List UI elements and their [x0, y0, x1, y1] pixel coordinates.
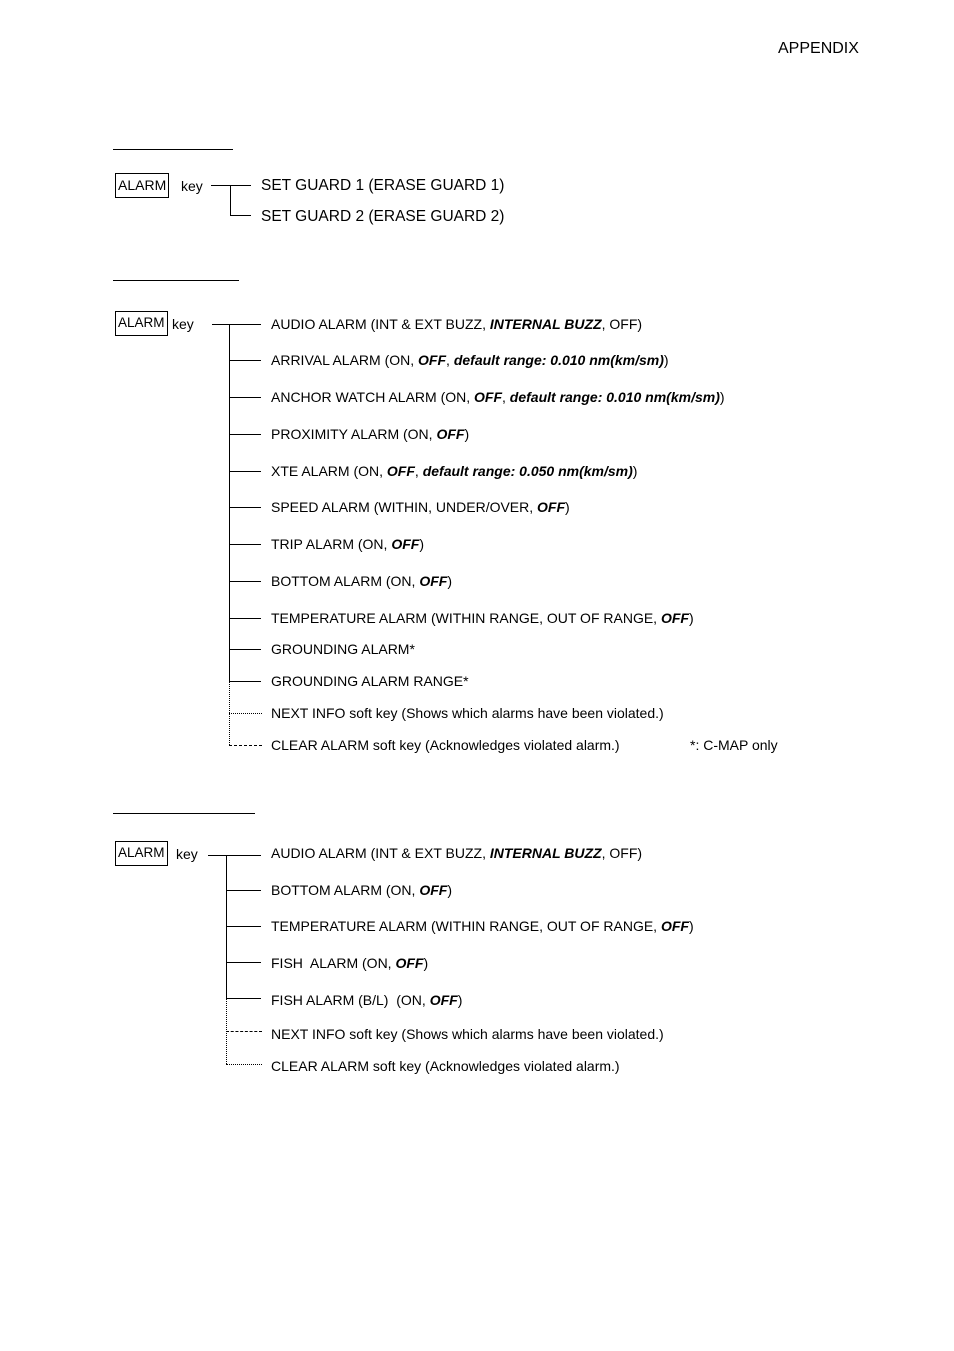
- section2-item: TRIP ALARM (ON, OFF): [271, 536, 424, 552]
- section2-footnote: *: C-MAP only: [690, 737, 778, 753]
- section3-item: TEMPERATURE ALARM (WITHIN RANGE, OUT OF RANGE, OFF): [271, 918, 694, 934]
- section1-alarm-key: ALARM: [115, 173, 169, 198]
- section2-item: XTE ALARM (ON, OFF, default range: 0.050 nm(km/sm)): [271, 463, 638, 479]
- section2-item: ARRIVAL ALARM (ON, OFF, default range: 0.010 nm(km/sm)): [271, 352, 669, 368]
- section1-title-rule: [113, 149, 233, 150]
- section2-alarm-key: ALARM: [115, 311, 168, 336]
- section2-item: BOTTOM ALARM (ON, OFF): [271, 573, 452, 589]
- section2-softkey: NEXT INFO soft key (Shows which alarms have been violated.): [271, 705, 664, 721]
- section2-item: GROUNDING ALARM*: [271, 641, 415, 657]
- section2-branch: [229, 581, 261, 582]
- section2-item: PROXIMITY ALARM (ON, OFF): [271, 426, 470, 442]
- section2-item: ANCHOR WATCH ALARM (ON, OFF, default range: 0.010 nm(km/sm)): [271, 389, 725, 405]
- section3-title-rule: [113, 813, 255, 814]
- section3-branch: [226, 962, 261, 963]
- section3-softkey: NEXT INFO soft key (Shows which alarms have been violated.): [271, 1026, 664, 1042]
- section2-branch: [229, 360, 261, 361]
- section2-branch: [229, 507, 261, 508]
- section1-connector: [211, 185, 251, 186]
- section3-key-label: key: [176, 846, 198, 862]
- section1-trunk: [230, 185, 231, 215]
- section2-connector: [212, 324, 261, 325]
- section2-title-rule: [113, 280, 239, 281]
- section3-connector: [208, 855, 261, 856]
- section3-branch: [226, 926, 261, 927]
- section2-item: SPEED ALARM (WITHIN, UNDER/OVER, OFF): [271, 499, 570, 515]
- section2-trunk: [229, 324, 230, 681]
- section3-item: BOTTOM ALARM (ON, OFF): [271, 882, 452, 898]
- page-header: APPENDIX: [778, 40, 859, 57]
- section2-branch: [229, 397, 261, 398]
- section1-item: SET GUARD 1 (ERASE GUARD 1): [261, 177, 505, 194]
- section2-branch: [229, 681, 261, 682]
- section3-softkey-branch: [226, 1031, 262, 1032]
- section3-alarm-key: ALARM: [115, 841, 168, 866]
- section2-branch: [229, 544, 261, 545]
- section3-item: AUDIO ALARM (INT & EXT BUZZ, INTERNAL BUZZ, OFF): [271, 845, 643, 861]
- section2-branch: [229, 618, 261, 619]
- section2-softkey-branch: [229, 713, 262, 714]
- section2-item: TEMPERATURE ALARM (WITHIN RANGE, OUT OF RANGE, OFF): [271, 610, 694, 626]
- section2-branch: [229, 434, 261, 435]
- section2-item: AUDIO ALARM (INT & EXT BUZZ, INTERNAL BUZZ, OFF): [271, 316, 643, 332]
- section2-softkey-branch: [229, 745, 262, 746]
- section2-key-label: key: [172, 316, 194, 332]
- section3-softkey-branch: [226, 1064, 262, 1065]
- section2-branch: [229, 471, 261, 472]
- section3-branch: [226, 890, 261, 891]
- section3-item: FISH ALARM (B/L) (ON, OFF): [271, 992, 463, 1008]
- section3-item: FISH ALARM (ON, OFF): [271, 955, 429, 971]
- section3-branch: [226, 998, 261, 999]
- section3-softkey: CLEAR ALARM soft key (Acknowledges violated alarm.): [271, 1058, 620, 1074]
- section2-branch: [229, 649, 261, 650]
- section1-connector: [230, 215, 251, 216]
- section1-key-label: key: [181, 178, 203, 194]
- section2-softkey: CLEAR ALARM soft key (Acknowledges violated alarm.): [271, 737, 620, 753]
- section2-item: GROUNDING ALARM RANGE*: [271, 673, 469, 689]
- section1-item: SET GUARD 2 (ERASE GUARD 2): [261, 208, 505, 225]
